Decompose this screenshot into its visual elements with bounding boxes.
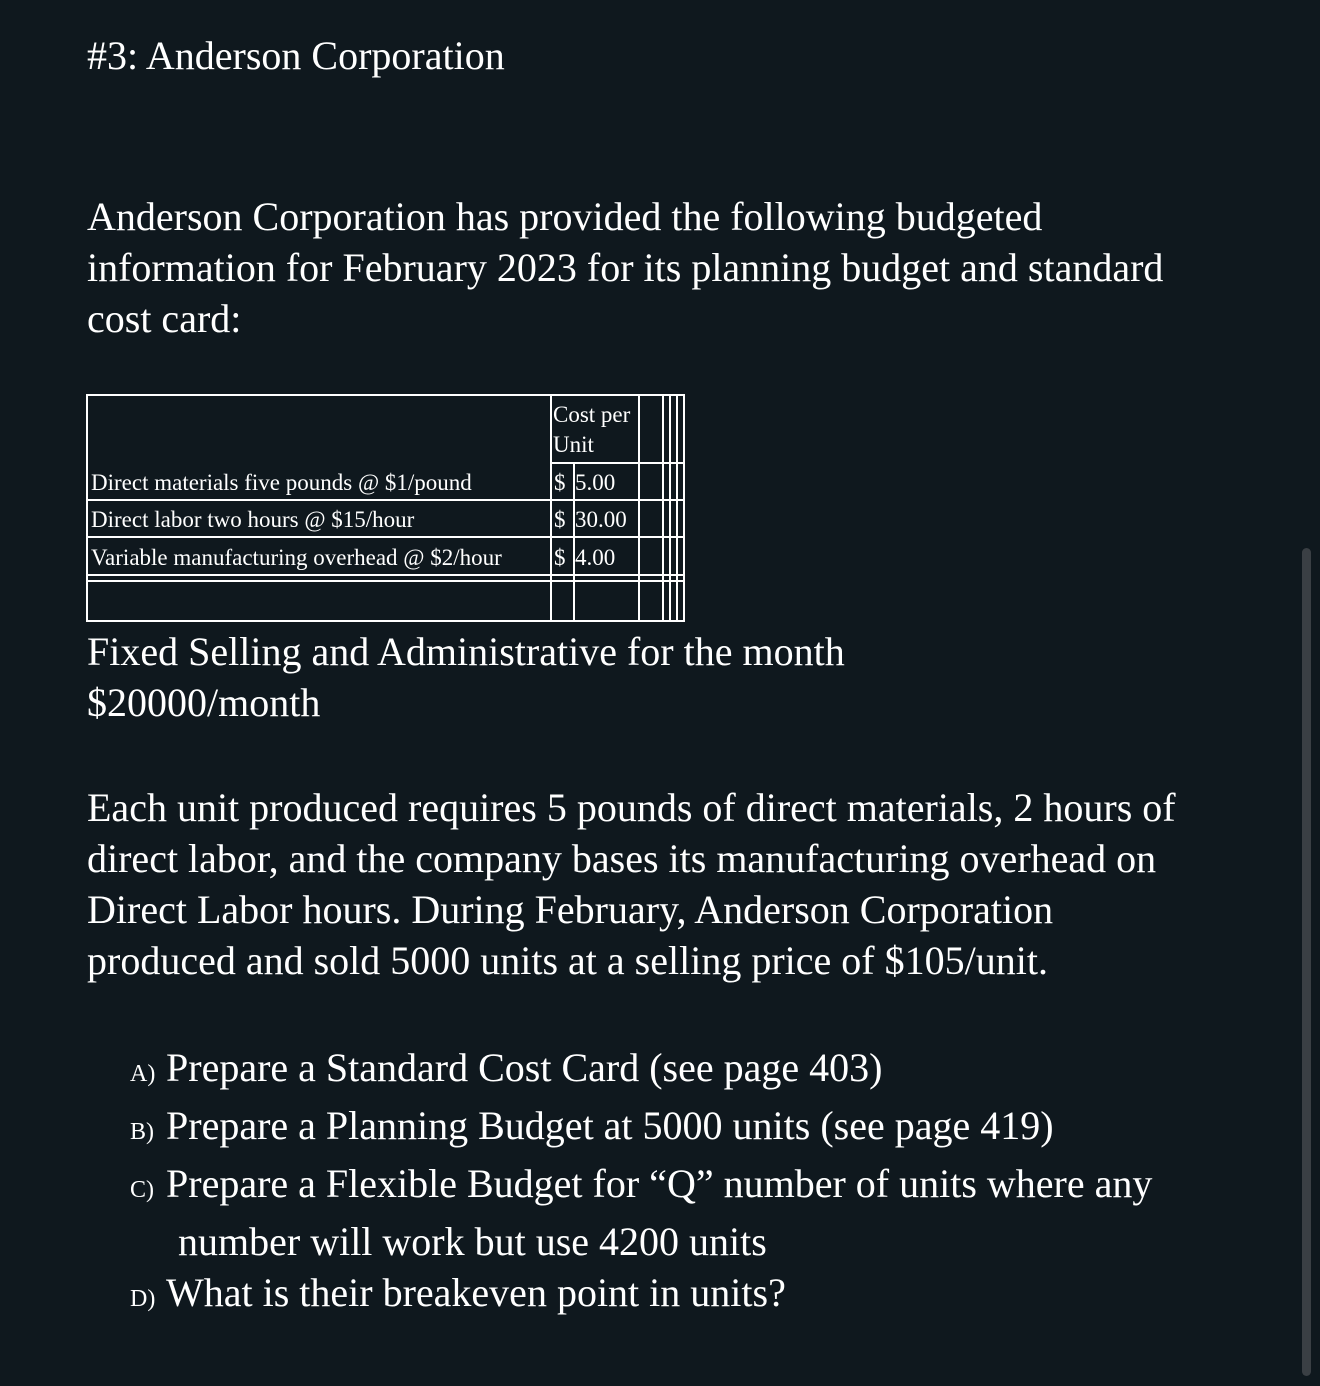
requirements-line: Direct Labor hours. During February, Anderson Corporation xyxy=(87,887,1054,932)
scrollbar[interactable] xyxy=(1302,548,1311,1376)
intro-line: cost card: xyxy=(87,296,242,341)
task-text: Prepare a Standard Cost Card (see page 403) xyxy=(166,1045,883,1090)
table-divider xyxy=(662,396,664,620)
cost-per-unit-header xyxy=(553,400,630,460)
task-item-b xyxy=(130,1100,1152,1158)
table-divider xyxy=(669,396,671,620)
intro-line: Anderson Corporation has provided the following budgeted xyxy=(87,194,1043,239)
row-label-variable-overhead: Variable manufacturing overhead @ $2/hour xyxy=(91,545,502,570)
table-divider xyxy=(550,396,552,620)
table-divider xyxy=(550,462,683,464)
requirements-line: Each unit produced requires 5 pounds of direct materials, 2 hours of xyxy=(87,785,1176,830)
table-divider xyxy=(638,396,640,620)
header-line: Cost per xyxy=(553,402,631,427)
task-letter: A) xyxy=(130,1061,156,1087)
task-letter: B) xyxy=(130,1119,154,1145)
requirements-line: produced and sold 5000 units at a selling price of $105/unit. xyxy=(87,938,1048,983)
row-amount-direct-materials: 5.00 xyxy=(575,470,616,495)
task-text-continuation: number will work but use 4200 units xyxy=(178,1219,767,1264)
task-text: What is their breakeven point in units? xyxy=(166,1270,786,1315)
task-text: Prepare a Flexible Budget for “Q” number of units where any xyxy=(166,1161,1153,1206)
page-title: #3: Anderson Corporation xyxy=(87,33,505,78)
task-letter: C) xyxy=(130,1177,154,1203)
table-divider xyxy=(88,580,683,582)
intro-line: information for February 2023 for its planning budget and standard xyxy=(87,245,1164,290)
row-currency: $ xyxy=(554,507,566,532)
table-divider xyxy=(88,574,683,576)
task-item-c xyxy=(130,1158,1152,1216)
fixed-sga-line: Fixed Selling and Administrative for the month xyxy=(87,629,845,674)
task-item-d xyxy=(130,1267,1152,1325)
fixed-sga-line: $20000/month xyxy=(87,680,321,725)
table-divider xyxy=(88,536,683,538)
task-item-a xyxy=(130,1042,1152,1100)
row-amount-variable-overhead: 4.00 xyxy=(575,545,616,570)
row-label-direct-materials: Direct materials five pounds @ $1/pound xyxy=(91,470,472,495)
header-line: Unit xyxy=(553,432,594,457)
task-list xyxy=(130,1042,1152,1325)
row-label-direct-labor: Direct labor two hours @ $15/hour xyxy=(91,507,415,532)
table-divider xyxy=(676,396,678,620)
task-text: Prepare a Planning Budget at 5000 units (see page 419) xyxy=(166,1103,1054,1148)
fixed-sga-paragraph xyxy=(87,626,845,728)
intro-paragraph xyxy=(87,191,1287,344)
requirements-line: direct labor, and the company bases its manufacturing overhead on xyxy=(87,836,1157,881)
cost-table xyxy=(86,394,685,622)
table-divider xyxy=(88,499,683,501)
row-currency: $ xyxy=(554,545,566,570)
row-amount-direct-labor: 30.00 xyxy=(575,507,627,532)
row-currency: $ xyxy=(554,470,566,495)
requirements-paragraph xyxy=(87,782,1176,986)
task-letter: D) xyxy=(130,1286,156,1312)
